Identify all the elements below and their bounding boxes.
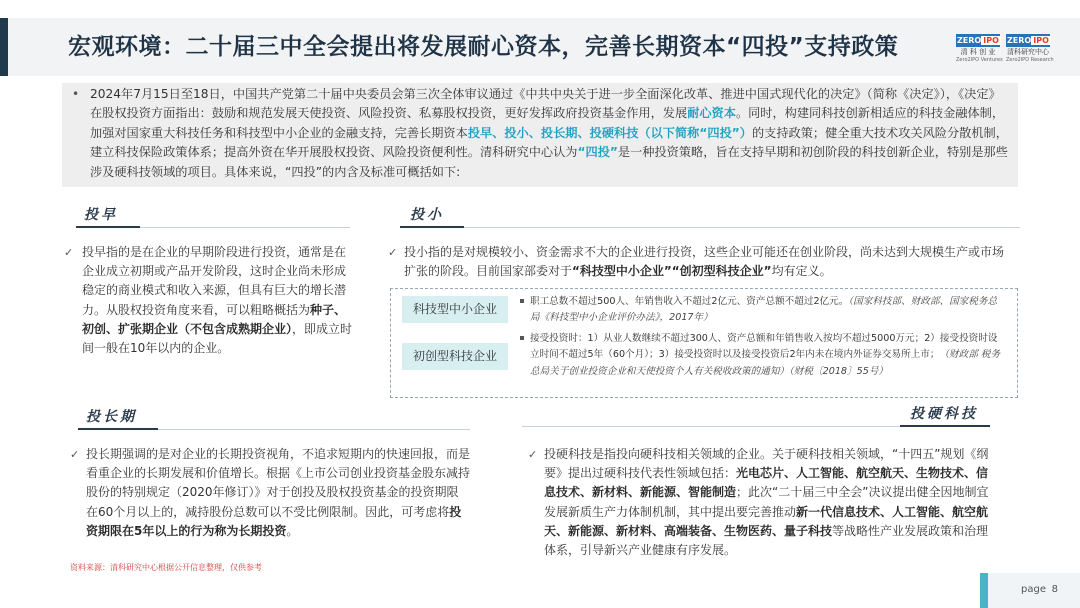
left-accent-bar [0,18,8,76]
section-title-early: 投早 [84,207,118,223]
highlight-four-invest: 投早、投小、投长期、投硬科技（以下简称“四投”） [467,125,752,140]
long-description: 投长期强调的是对企业的长期投资视角，不追求短期内的快速回报，而是看重企业的长期发展和价值增长。根据《上市公司创业投资基金股东减持股份的特别规定（2020年修订）》对于创投及股权投资基金的投资期限在60个月以上的，减持股份总数可以不受比例限制。因此，可考虑将投资期限在5年以上的行为称为长期投资。 [86,447,471,538]
section-divider-long [158,429,470,430]
section-title-hard: 投硬科技 [910,406,978,422]
zero2ipo-ventures-logo: ZERO IPO 清 科 创 业 Zero2IPO Ventures [956,36,1003,63]
section-title-long: 投长期 [86,409,137,425]
small-description: 投小指的是对规模较小、资金需求不大的企业进行投资，这些企业可能还在创业阶段，尚未达到大规模生产或市场扩张的阶段。目前国家部委对于“科技型中小企业”“创初型科技企业”均有定义。 [404,245,1005,279]
logo-group [956,34,1054,64]
bullet-dot: • [72,87,80,101]
early-description: 投早指的是在企业的早期阶段进行投资，通常是在企业成立初期或产品开发阶段，这时企业尚未形成稳定的商业模式和收入来源，但具有巨大的增长潜力。从股权投资角度来看，可以粗略概括为种子、初创、扩张期企业（不包含成熟期企业），即成立时间一般在10年以内的企业。 [82,245,353,356]
hard-tech-description: 投硬科技是指投向硬科技相关领域的企业。关于硬科技相关领域，“十四五”规划《纲要》提出过硬科技代表性领域包括：光电芯片、人工智能、航空航天、生物技术、信息技术、新材料、新能源、智能制造；此次“二十届三中全会”决议提出健全因地制宜发展新质生产力体制机制，其中提出要完善推动新一代信息技术、人工智能、航空航天、新能源、新材料、高端装备、生物医药、量子科技等战略性产业发展政策和治理体系，引导新兴产业健康有序发展。 [544,447,989,558]
section-divider-hard [522,426,900,427]
intro-paragraph: • 2024年7月15日至18日，中国共产党第二十届中央委员会第三次全体审议通过《中共中央关于进一步全面深化改革、推进中国式现代化的决定》（简称《决定》），《决定》在股权投资方面指出：鼓励和规范发展天使投资、风险投资、私募股权投资，更好发挥政府投资基金作用，发展耐心资本。同时，构建同科技创新相适应的科技金融体制，加强对国家重大科技任务和科技型中小企业的金融支持，完善长期资本投早、投小、投长期、投硬科技（以下简称“四投”）的支持政策；健全重大技术攻关风险分散机制，建立科技保险政策体系；提高外资在华开展股权投资、风险投资便利性。清科研究中心认为“四投”是一种投资策略，旨在支持早期和初创阶段的科技创新企业，特别是那些涉及硬科技领域的项目。具体来说，“四投”的内含及标准可概括如下: [62,83,1018,187]
section-divider-small [464,227,1020,228]
section-divider-early [140,227,350,228]
tag-tech-sme: 科技型中小企业 [402,296,508,323]
startup-tech-definition: 接受投资时：1）从业人数继续不超过300人、资产总额和年销售收入按均不超过5000万元；2）接受投资时设立时间不超过5年（60个月）；3）接受投资时以及接受投资后2年内未在境内外证券交易所上市；（财政部 税务总局关于创业投资企业和天使投资个人有关税收政策的通知）（财税〔2018〕55号） [530,331,1004,380]
check-icon: ✓ [388,246,398,259]
page-number: 8 [1051,584,1058,595]
source-note: 资料来源：清科研究中心根据公开信息整理，仅供参考 [70,563,262,572]
page-label: page [1021,584,1046,595]
highlight-patient-capital: 耐心资本 [687,106,736,121]
page-title: 宏观环境：二十届三中全会提出将发展耐心资本，完善长期资本“四投”支持政策 [68,34,899,60]
zero2ipo-research-logo: ZERO IPO 清科研究中心 Zero2IPO Research [1006,36,1054,63]
page-tag-accent [980,573,988,608]
check-icon: ✓ [64,246,74,259]
tech-sme-definition: 职工总数不超过500人、年销售收入不超过2亿元、资产总额不超过2亿元。（国家科技部、财政部、国家税务总局《科技型中小企业评价办法》，2017年） [530,294,1004,327]
highlight-four-invest-quote: “四投” [577,145,618,160]
check-icon: ✓ [70,448,80,461]
section-title-small: 投小 [410,207,444,223]
tag-startup-tech: 初创型科技企业 [402,343,508,370]
section-underline-long [78,428,158,430]
section-underline-small [400,226,464,228]
check-icon: ✓ [528,448,538,461]
section-underline-hard [900,425,990,427]
section-underline-early [76,226,140,228]
